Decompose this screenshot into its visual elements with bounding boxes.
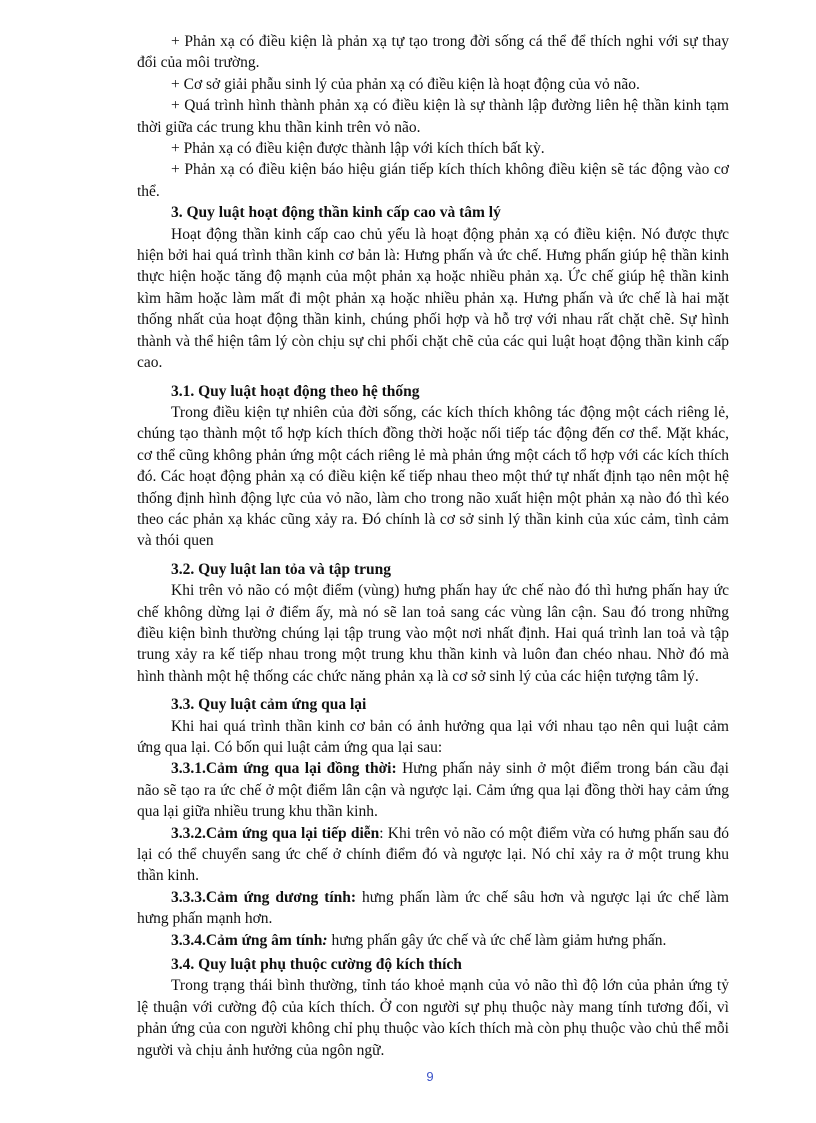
bullet-item: + Cơ sở giải phẫu sinh lý của phản xạ có điều kiện là hoạt động của vỏ não. <box>171 75 640 93</box>
rule-lead: 3.3.3.Cảm ứng dương tính: <box>171 888 357 906</box>
rule-text: hưng phấn gây ức chế và ức chế làm giảm hưng phấn. <box>327 931 667 949</box>
rule-text: Hưng phấn nảy sinh ở một điểm trong bán cầu đại não sẽ tạo ra ức chế ở một điểm lân cận và ngược lại. Cảm ứng qua lại đồng thời hay cảm ứng qua lại giữa nhiều trung khu thần kinh. <box>137 760 729 821</box>
rule-text: hưng phấn làm ức chế sâu hơn và ngược lại ức chế làm hưng phấn mạnh hơn. <box>137 888 729 928</box>
rule-item <box>137 887 729 930</box>
section-3-1-paragraph: Trong điều kiện tự nhiên của đời sống, các kích thích không tác động một cách riêng lẻ, chúng tạo thành một tổ hợp kích thích đồng thời hoặc nối tiếp tác động đến cơ thể. Mặt khác, cơ thể cũng không phản ứng một cách riêng lẻ mà phản ứng một cách tổ hợp với các kích thích đó. Các hoạt động phản xạ có điều kiện kế tiếp nhau theo một thứ tự nhất định tạo nên một hệ thống định hình động lực của vỏ não, làm cho trong não xuất hiện một phản xạ nào đó thì kéo theo các phản xạ khác cũng xảy ra. Đó chính là cơ sở sinh lý thần kinh của xúc cảm, tình cảm và thói quen <box>137 403 729 550</box>
bullet-item: + Phản xạ có điều kiện báo hiệu gián tiếp kích thích không điều kiện sẽ tác động vào cơ thể. <box>137 161 729 200</box>
section-3-4-paragraph: Trong trạng thái bình thường, tỉnh táo khoẻ mạnh của vỏ não thì độ lớn của phản ứng tỷ lệ thuận với cường độ của kích thích. Ở con người sự phụ thuộc này mang tính tương đối, vì phản ứng của con người không chỉ phụ thuộc vào kích thích mà còn phụ thuộc vào chủ thể mỗi người và chịu ảnh hưởng của ngôn ngữ. <box>137 977 729 1059</box>
section-3-2-paragraph: Khi trên vỏ não có một điểm (vùng) hưng phấn hay ức chế nào đó thì hưng phấn hay ức chế không dừng lại ở điểm ấy, mà nó sẽ lan toả sang các vùng lân cận. Sau đó trong những điều kiện bình thường chúng lại tập trung vào một nơi nhất định. Hai quá trình lan toả và tập trung xảy ra kế tiếp nhau trong một trung khu thần kinh và luôn đan chéo nhau. Nhờ đó mà hình thành một hệ thống các chức năng phản xạ là cơ sở sinh lý của các hiện tượng tâm lý. <box>137 582 729 685</box>
rule-item <box>137 930 729 951</box>
section-3-3-paragraph: Khi hai quá trình thần kinh cơ bản có ảnh hưởng qua lại với nhau tạo nên qui luật cảm ứng qua lại. Có bốn qui luật cảm ứng qua lại sau: <box>137 717 729 756</box>
rule-item <box>137 823 729 887</box>
section-3-3-heading: 3.3. Quy luật cảm ứng qua lại <box>171 696 367 714</box>
bullet-item: + Phản xạ có điều kiện là phản xạ tự tạo trong đời sống cá thể để thích nghi với sự thay đổi của môi trường. <box>137 33 729 72</box>
rule-colon: : <box>322 931 328 949</box>
bullet-item: + Phản xạ có điều kiện được thành lập với kích thích bất kỳ. <box>171 140 545 158</box>
rule-lead: 3.3.2.Cảm ứng qua lại tiếp diễn <box>171 824 380 842</box>
rule-item <box>137 758 729 822</box>
page-content <box>137 31 729 1061</box>
rule-lead: 3.3.4.Cảm ứng âm tính <box>171 931 323 949</box>
section-3-heading: 3. Quy luật hoạt động thần kinh cấp cao và tâm lý <box>171 204 501 222</box>
section-3-2-heading: 3.2. Quy luật lan tỏa và tập trung <box>171 560 392 578</box>
section-3-4-heading: 3.4. Quy luật phụ thuộc cường độ kích thích <box>171 956 462 974</box>
bullet-item: + Quá trình hình thành phản xạ có điều kiện là sự thành lập đường liên hệ thần kinh tạm thời giữa các trung khu thần kinh trên vỏ não. <box>137 97 729 136</box>
rule-lead: 3.3.1.Cảm ứng qua lại đồng thời: <box>171 760 397 778</box>
rule-text: : Khi trên vỏ não có một điểm vừa có hưng phấn sau đó lại có thể chuyển sang ức chế ở chính điểm đó và ngược lại. Nó chỉ xảy ra ở một trung khu thần kinh. <box>137 824 730 885</box>
section-3-1-heading: 3.1. Quy luật hoạt động theo hệ thống <box>171 382 420 400</box>
page-number: 9 <box>426 1069 434 1084</box>
section-3-paragraph: Hoạt động thần kinh cấp cao chủ yếu là hoạt động phản xạ có điều kiện. Nó được thực hiện bởi hai quá trình thần kinh cơ bản là: Hưng phấn và ức chế. Hưng phấn giúp hệ thần kinh thực hiện hoặc tăng độ mạnh của một phản xạ hoặc nhiều phản xạ. Ức chế giúp hệ thần kinh kìm hãm hoặc làm mất đi một phản xạ hoặc nhiều phản xạ. Hưng phấn và ức chế là hai mặt thống nhất của hoạt động thần kinh, chúng phối hợp và hỗ trợ với nhau rất chặt chẽ. Sự hình thành và thể hiện tâm lý còn chịu sự chi phối chặt chẽ của các qui luật hoạt động thần kinh cấp cao. <box>137 225 729 372</box>
